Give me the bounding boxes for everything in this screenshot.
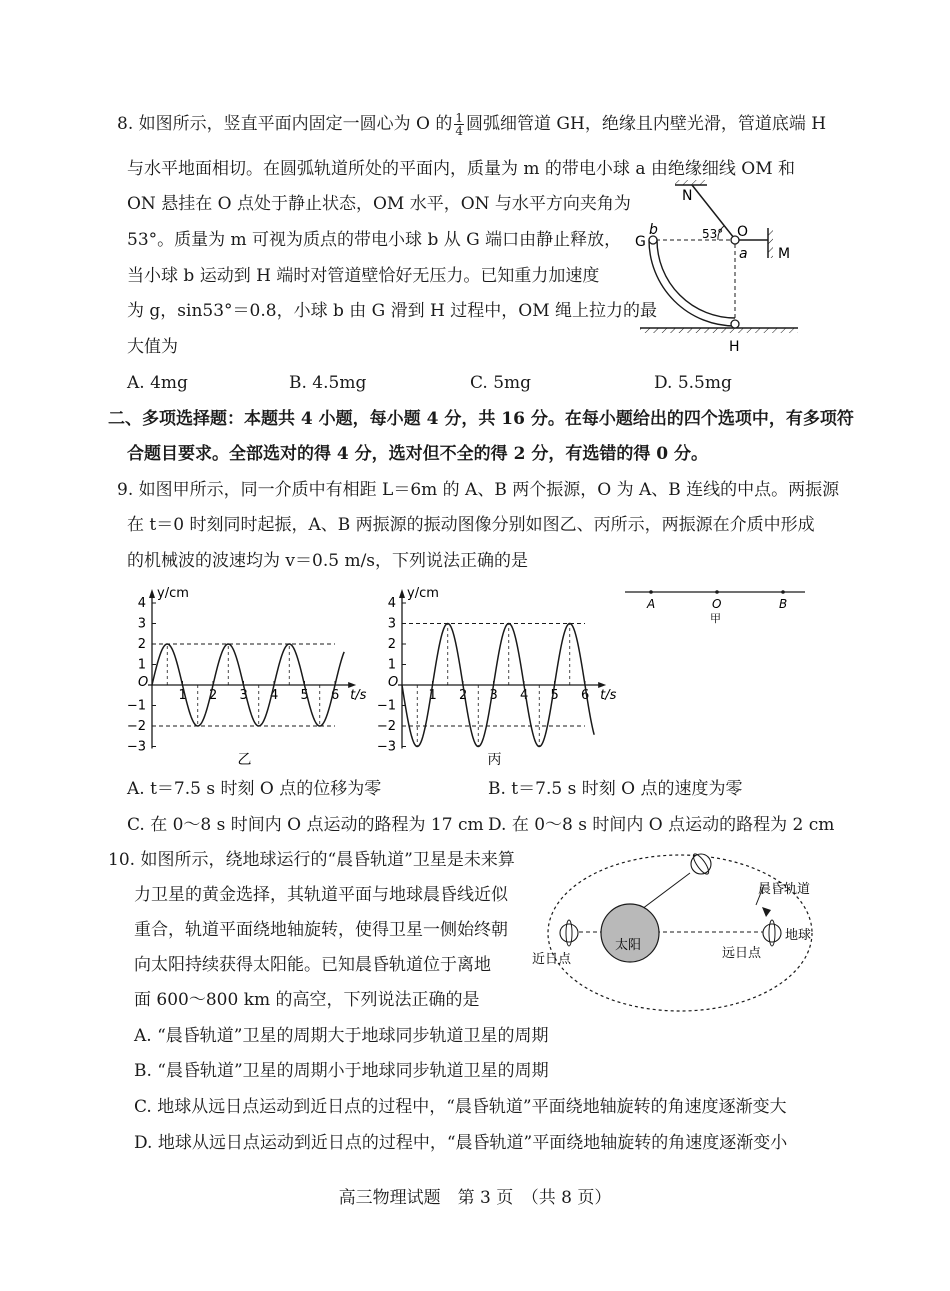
pipe-outer [649,240,735,326]
q8-option-b: B. 4.5mg [289,373,367,393]
label-n: N [682,188,693,204]
section2-line-1: 二、多项选择题：本题共 4 小题，每小题 4 分，共 16 分。在每小题给出的四个选项中，有多项符 [108,409,854,429]
y-tick-label: −1 [126,698,146,714]
y-tick-label: −2 [126,719,146,734]
chart-yi [126,580,367,770]
y-tick-label: 3 [137,616,146,632]
x-tick-label: 5 [550,688,559,703]
x-tick-label: 6 [581,688,590,703]
q10-line-3: 重合，轨道平面绕地轴旋转，使得卫星一侧始终朝 [134,920,508,940]
y-tick-label: 4 [387,596,396,611]
pipe-inner [657,240,735,318]
q10-line-1: 10. 如图所示，绕地球运行的“晨昏轨道”卫星是未来算 [108,850,515,870]
label-b: b [649,222,658,238]
x-tick-label: 2 [209,688,218,703]
y-tick-label: 1 [387,657,396,673]
sun [601,904,659,962]
y-axis-arrow-icon [399,589,405,598]
q10-line-5: 面 600～800 km 的高空，下列说法正确的是 [134,990,480,1010]
label-a: A [647,597,656,611]
q10-figure [528,845,818,1025]
q9-figure-jia [620,585,810,630]
orbit-arrow-icon [762,907,771,917]
label-m: M [778,246,791,262]
y-axis-label: y/cm [157,586,189,601]
q10-option-c: C. 地球从远日点运动到近日点的过程中，“晨昏轨道”平面绕地轴旋转的角速度逐渐变大 [134,1097,787,1117]
q9-option-b: B. t＝7.5 s 时刻 O 点的速度为零 [488,779,743,799]
q10-option-d: D. 地球从远日点运动到近日点的过程中，“晨昏轨道”平面绕地轴旋转的角速度逐渐变小 [134,1133,788,1153]
x-tick-label: 4 [270,688,279,703]
earth-aphelion [763,920,781,946]
q8-figure [630,178,800,358]
q10-line-2: 力卫星的黄金选择，其轨道平面与地球晨昏线近似 [134,885,508,905]
label-b: B [779,597,788,611]
q8-line-4: 53°。质量为 m 可视为质点的带电小球 b 从 G 端口由静止释放， [127,230,622,250]
x-tick-label: 2 [459,688,468,703]
label-h: H [729,339,740,355]
origin-label: O [388,675,399,690]
y-tick-label: 3 [387,616,396,632]
label-orbit: 晨昏轨道 [758,882,811,897]
label-angle: 53° [702,227,724,241]
y-axis-label: y/cm [407,586,439,601]
label-sun: 太阳 [615,938,642,953]
fraction-quarter: $\frac{1}{4}$ [455,111,464,138]
q9-line-1: 9. 如图甲所示，同一介质中有相距 L＝6m 的 A、B 两个振源，O 为 A、B 连线的中点。两振源 [117,480,840,500]
q10-option-a: A. “晨昏轨道”卫星的周期大于地球同步轨道卫星的周期 [134,1026,549,1046]
ground-hatch [640,328,798,333]
page-footer: 高三物理试题 第 3 页 （共 8 页） [338,1188,612,1208]
x-tick-label: 1 [178,688,187,703]
point-a [649,590,653,594]
x-axis-label: t/s [600,688,617,703]
q8-line-1: 8. 如图所示，竖直平面内固定一圆心为 O 的 $\frac{1}{4}$ 圆弧细管道 GH，绝缘且内壁光滑，管道底端 H [117,111,827,138]
label-o: O [737,224,749,240]
y-tick-label: −3 [376,739,396,755]
earth-perihelion [560,920,578,946]
point-o [715,590,719,594]
x-tick-label: 3 [489,688,498,703]
label-o: O [712,597,722,611]
q8-line-6: 为 g，sin53°＝0.8，小球 b 由 G 滑到 H 过程中，OM 绳上拉力的最 [127,301,658,321]
point-b [781,590,785,594]
q8-line-3: ON 悬挂在 O 点处于静止状态，OM 水平，ON 与水平方向夹角为 [127,194,631,214]
label-perihelion: 近日点 [532,952,572,967]
label-g: G [635,234,646,250]
chart-caption: 乙 [237,752,252,768]
caption-jia: 甲 [710,612,721,625]
point-h [731,320,739,328]
chart-bing [376,580,617,770]
q8-line-7: 大值为 [127,337,178,357]
q10-line-4: 向太阳持续获得太阳能。已知晨昏轨道位于离地 [134,955,491,975]
x-tick-label: 5 [300,688,309,703]
x-tick-label: 4 [520,688,529,703]
x-axis-label: t/s [350,688,367,703]
label-aphelion: 远日点 [722,946,762,961]
q8-line-5: 当小球 b 运动到 H 端时对管道壁恰好无压力。已知重力加速度 [127,266,600,286]
chart-caption: 丙 [487,752,502,768]
y-tick-label: 2 [137,637,146,652]
q9-option-d: D. 在 0～8 s 时间内 O 点运动的路程为 2 cm [488,815,835,835]
q8-line-2: 与水平地面相切。在圆弧轨道所处的平面内，质量为 m 的带电小球 a 由绝缘细线 OM 和 [127,159,796,179]
q9-line-3: 的机械波的波速均为 v＝0.5 m/s，下列说法正确的是 [127,551,529,571]
y-tick-label: 1 [137,657,146,673]
x-tick-label: 1 [428,688,437,703]
origin-label: O [138,675,149,690]
q9-line-2: 在 t＝0 时刻同时起振，A、B 两振源的振动图像分别如图乙、丙所示，两振源在介质中形成 [127,515,815,535]
y-tick-label: −1 [376,698,396,714]
q10-option-b: B. “晨昏轨道”卫星的周期小于地球同步轨道卫星的周期 [134,1061,549,1081]
x-tick-label: 3 [239,688,248,703]
q9-option-c: C. 在 0～8 s 时间内 O 点运动的路程为 17 cm [127,815,484,835]
q8-option-c: C. 5mg [470,373,532,393]
y-tick-label: 4 [137,596,146,611]
y-axis-arrow-icon [149,589,155,598]
q8-option-d: D. 5.5mg [654,373,732,393]
section2-line-2: 合题目要求。全部选对的得 4 分，选对但不全的得 2 分，有选错的得 0 分。 [127,444,708,464]
y-tick-label: −2 [376,719,396,734]
label-earth: 地球 [785,928,812,943]
y-tick-label: 2 [387,637,396,652]
q9-option-a: A. t＝7.5 s 时刻 O 点的位移为零 [127,779,382,799]
y-tick-label: −3 [126,739,146,755]
label-a: a [739,246,748,262]
q8-option-a: A. 4mg [127,373,188,393]
x-tick-label: 6 [331,688,340,703]
